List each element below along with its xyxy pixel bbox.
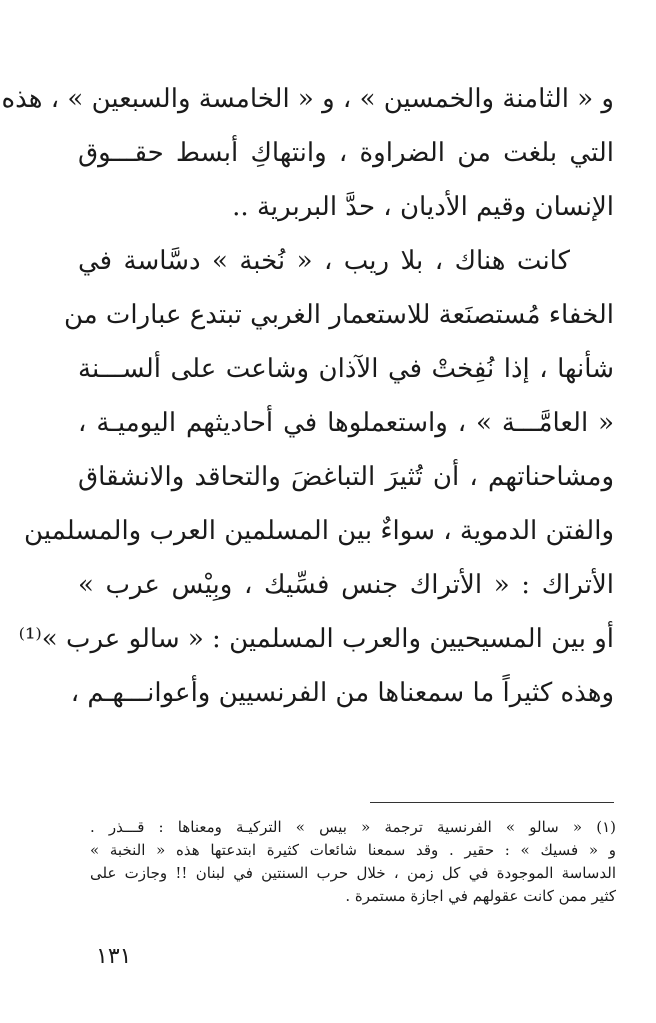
text-line: وهذه كثيراً ما سمعناها من الفرنسيين وأعوانـــهـم ، bbox=[70, 678, 614, 708]
paragraph-2 bbox=[18, 234, 614, 720]
footnote-line: كثير ممن كانت عقولهم في اجازة مستمرة . bbox=[345, 887, 616, 905]
footnote bbox=[90, 816, 616, 908]
text-line: و « الثامنة والخمسين » ، و « الخامسة والسبعين » ، هذه bbox=[1, 84, 614, 114]
text-line: الخفاء مُستصنَعة للاستعمار الغربي تبتدع عبارات من bbox=[63, 300, 614, 330]
paragraph-1 bbox=[1, 72, 614, 234]
main-text bbox=[1, 72, 614, 720]
footnote-line: الدساسة الموجودة في كل زمن ، خلال حرب السنتين في لبنان !! وجازت على bbox=[90, 864, 616, 882]
text-line: أو بين المسيحيين والعرب المسلمين : « سالو عرب »⁽¹⁾ bbox=[18, 624, 614, 654]
text-line: كانت هناك ، بلا ريب ، « نُخبة » دسَّاسة في bbox=[78, 246, 570, 276]
text-line: « العامَّـــة » ، واستعملوها في أحاديثهم اليوميـة ، bbox=[78, 408, 614, 438]
footnote-line: (١) « سالو » الفرنسية ترجمة « بيس » التركيـة ومعناها : قـــذر . bbox=[90, 818, 616, 836]
footnote-divider bbox=[370, 802, 614, 803]
text-line: الأتراك : « الأتراك جنس فسِّيك ، وبِيْس عرب » bbox=[78, 570, 614, 600]
text-line: والفتن الدموية ، سواءٌ بين المسلمين العرب والمسلمين bbox=[24, 516, 614, 546]
page-number: ١٣١ bbox=[96, 944, 132, 969]
text-line: شأنها ، إذا نُفِختْ في الآذان وشاعت على ألســـنة bbox=[78, 354, 614, 384]
text-line: الإنسان وقيم الأديان ، حدَّ البربرية .. bbox=[232, 192, 614, 222]
footnote-line: و « فسيك » : حقير . وقد سمعنا شائعات كثيرة ابتدعتها هذه « النخبة » bbox=[90, 841, 616, 859]
text-line: ومشاحناتهم ، أن تُثيرَ التباغضَ والتحاقد والانشقاق bbox=[78, 462, 614, 492]
text-line: التي بلغت من الضراوة ، وانتهاكِ أبسط حقـــوق bbox=[78, 138, 614, 168]
